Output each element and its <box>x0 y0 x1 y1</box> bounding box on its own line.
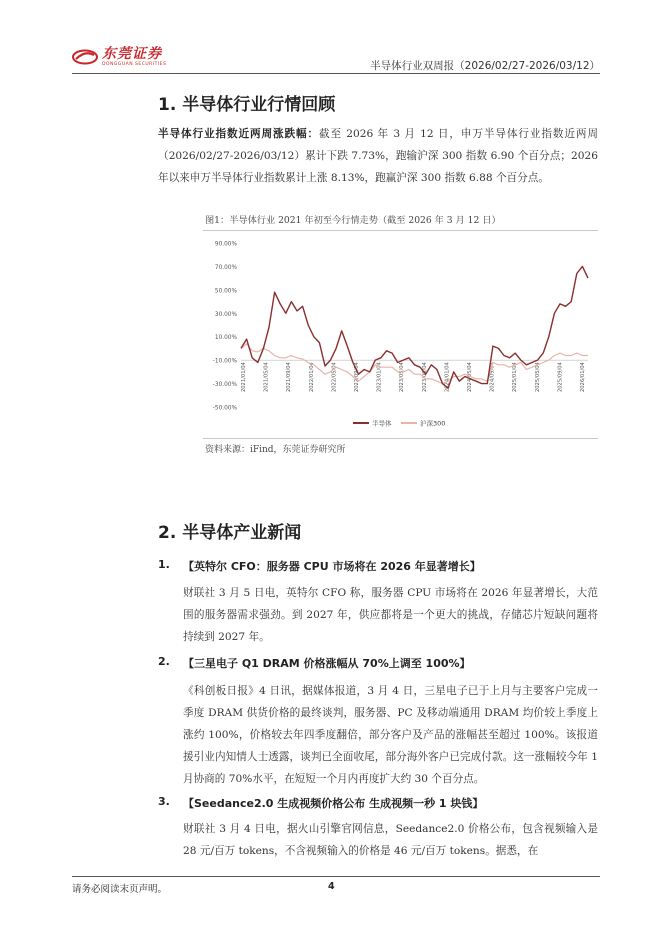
y-tick-label: 10.00% <box>214 335 237 342</box>
figure-caption: 图1：半导体行业 2021 年初至今行情走势（截至 2026 年 3 月 12 日） <box>205 215 501 226</box>
section1-lead-text: 截至 2026 年 3 月 12 日，申万半导体行业指数近两周（2026/02/27-2026/03/12）累计下跌 7.73%，跑输沪深 300 指数 6.90 个百分点；2026 年以来申万半导体行业指数累计上涨 8.13%，跑赢沪深 300 指数 6.88 个百分点。 <box>158 128 598 184</box>
news-item-2-body: 《科创板日报》4 日讯，据媒体报道，3 月 4 日，三星电子已于上月与主要客户完成一季度 DRAM 供货价格的最终谈判，服务器、PC 及移动端通用 DRAM 均价较上季度上涨约 100%，价格较去年四季度翻倍，部分客户及产品的涨幅甚至超过 100%。该报道援引业内知情人士透露，谈判已全面收尾，部分海外客户已完成付款。这一涨幅较今年 1 月协商的 70%水平，在短短一个月内再度扩大约 30 个百分点。 <box>183 685 598 785</box>
news-item-1-number: 1. <box>158 558 170 571</box>
news-item-1-title: 【英特尔 CFO：服务器 CPU 市场将在 2026 年显著增长】 <box>183 560 481 573</box>
x-tick-label: 2023/05/04 <box>399 362 406 393</box>
semiconductor-index-chart <box>203 231 598 438</box>
news-item-2-title: 【三星电子 Q1 DRAM 价格涨幅从 70%上调至 100%】 <box>183 657 471 670</box>
y-tick-label: 90.00% <box>214 241 237 248</box>
y-tick-label: 50.00% <box>214 288 237 295</box>
x-tick-label: 2025/05/04 <box>534 362 541 393</box>
news-item-3-number: 3. <box>158 795 170 808</box>
logo-mark-icon <box>72 48 98 66</box>
figure-frame <box>203 230 598 439</box>
news-item-2-number: 2. <box>158 655 170 668</box>
y-tick-label: -10.00% <box>212 358 237 365</box>
x-tick-label: 2022/05/04 <box>331 362 338 393</box>
x-tick-label: 2025/01/04 <box>512 362 519 393</box>
report-title: 半导体行业双周报（2026/02/27-2026/03/12） <box>370 60 600 72</box>
figure-source: 资料来源：iFind，东莞证券研究所 <box>205 445 346 455</box>
x-tick-label: 2025/09/04 <box>557 362 564 393</box>
y-tick-label: -50.00% <box>212 405 237 412</box>
news-item-3-body: 财联社 3 月 4 日电，据火山引擎官网信息，Seedance2.0 价格公布，包含视频输入是 28 元/百万 tokens，不含视频输入的价格是 46 元/百万 tokens。据悉，在 <box>183 823 598 857</box>
footer-divider <box>72 876 600 877</box>
y-tick-label: -30.00% <box>212 382 237 389</box>
news-item-3-title: 【Seedance2.0 生成视频价格公布 生成视频一秒 1 块钱】 <box>183 797 484 810</box>
x-tick-label: 2023/09/04 <box>421 362 428 393</box>
legend-label: 半导体 <box>372 419 392 428</box>
legend-label: 沪深300 <box>420 419 446 428</box>
x-tick-label: 2024/05/04 <box>467 362 473 393</box>
x-tick-label: 2026/01/04 <box>580 362 586 393</box>
x-tick-label: 2022/09/04 <box>354 362 360 393</box>
logo-english-name: DONGGUAN SECURITIES <box>102 61 167 67</box>
x-tick-label: 2022/01/04 <box>308 362 315 393</box>
x-tick-label: 2021/09/04 <box>286 362 293 393</box>
section2-heading: 2. 半导体产业新闻 <box>158 523 302 543</box>
section1-heading: 1. 半导体行业行情回顾 <box>158 95 336 115</box>
header-divider <box>72 73 600 74</box>
y-tick-label: 30.00% <box>214 311 237 318</box>
x-tick-label: 2021/05/04 <box>263 362 270 393</box>
logo-chinese-name: 东莞证券 <box>102 45 162 62</box>
x-tick-label: 2024/01/04 <box>444 362 451 393</box>
news-item-1-body: 财联社 3 月 5 日电，英特尔 CFO 称，服务器 CPU 市场将在 2026 年显著增长，大范围的服务器需求强劲。到 2027 年，供应都将是一个更大的挑战，存储芯片短缺问题将持续到 2027 年。 <box>183 587 598 643</box>
x-tick-label: 2021/01/04 <box>241 362 247 393</box>
x-tick-label: 2023/01/04 <box>376 362 383 393</box>
section1-lead-bold: 半导体行业指数近两周涨跌幅： <box>158 128 320 140</box>
company-logo <box>72 44 166 70</box>
y-tick-label: 70.00% <box>214 264 237 271</box>
footer-disclaimer: 请务必阅读末页声明。 <box>72 884 168 895</box>
x-tick-label: 2024/09/04 <box>489 362 496 393</box>
section1-paragraph <box>158 123 598 189</box>
page-number: 4 <box>328 881 335 892</box>
